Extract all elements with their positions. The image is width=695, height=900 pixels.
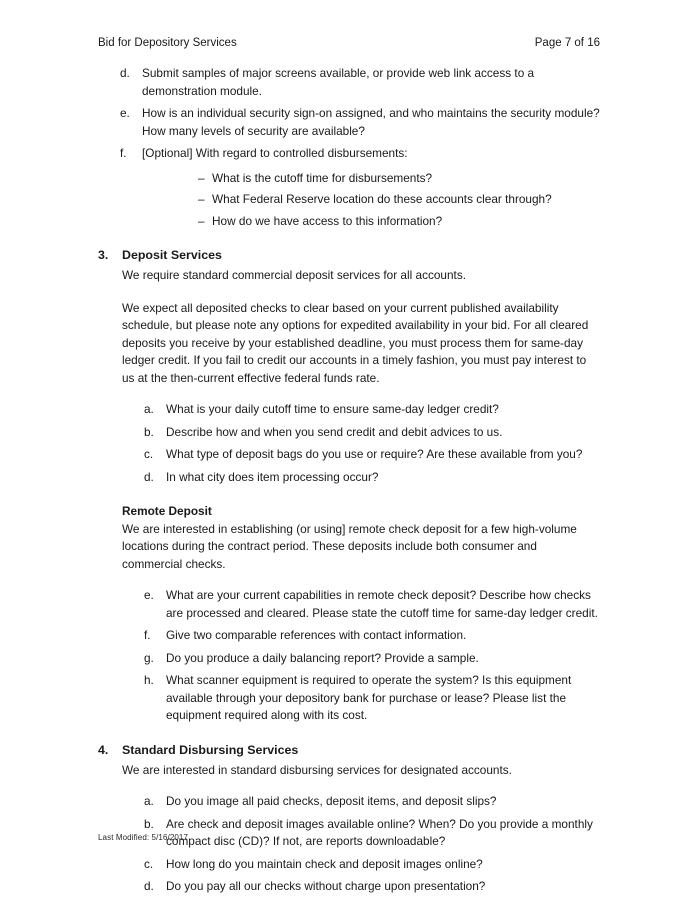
list-marker: f. (144, 628, 151, 642)
list-item (122, 627, 600, 645)
list-item (98, 145, 600, 230)
controlled-disbursement-sublist (142, 170, 600, 231)
list-item (122, 856, 600, 874)
list-item-text: [Optional] With regard to controlled disbursements: (142, 146, 408, 160)
sub-list-item-text: What is the cutoff time for disbursements? (212, 170, 433, 185)
list-item-text: How long do you maintain check and deposit images online? (166, 856, 483, 871)
spacer (122, 779, 600, 793)
spacer (98, 51, 600, 65)
continued-question-list (98, 65, 600, 230)
list-item-text: Submit samples of major screens available, or provide web link access to a demonstration module. (142, 66, 535, 98)
list-item (98, 65, 600, 100)
subsection-heading: Remote Deposit (122, 504, 212, 518)
list-item (122, 446, 600, 464)
list-item-text: What are your current capabilities in remote check deposit? Describe how checks are processed and cleared. Please state the cutoff time for same-day ledger credit. (166, 588, 598, 620)
page-number: Page 7 of 16 (534, 37, 600, 49)
section-body (122, 267, 600, 725)
list-item-text: Are check and deposit images available online? When? Do you provide a monthly compact disc (CD)? If not, are reports downloadable? (166, 816, 593, 848)
list-marker: d. (144, 879, 154, 893)
list-item (122, 424, 600, 442)
spacer (122, 573, 600, 587)
section-standard-disbursing-services (98, 742, 600, 896)
spacer (122, 387, 600, 401)
list-item-text: Do you pay all our checks without charge upon presentation? (166, 879, 486, 893)
list-item-text: What is your daily cutoff time to ensure same-day ledger credit? (166, 402, 499, 416)
list-item (122, 878, 600, 896)
list-marker: e. (120, 106, 130, 120)
list-marker: e. (144, 588, 154, 602)
section-heading (98, 247, 600, 264)
list-item-text: Do you image all paid checks, deposit items, and deposit slips? (166, 794, 497, 808)
spacer (122, 486, 600, 503)
dash-marker: – (198, 213, 205, 228)
list-item (98, 105, 600, 140)
page-footer: Last Modified: 5/16/2017 (98, 833, 189, 842)
subsection-paragraph: We are interested in establishing (or using] remote check deposit for a few high-volume locations during the contract period. These deposits include both consumer and commercial checks. (122, 521, 577, 571)
deposit-services-question-list (122, 401, 600, 486)
list-item (122, 469, 600, 487)
list-item-text: What type of deposit bags do you use or require? Are these available from you? (166, 447, 583, 461)
list-marker: c. (144, 447, 154, 461)
section-title: Standard Disbursing Services (122, 742, 299, 757)
list-marker: c. (144, 856, 154, 871)
list-marker: a. (144, 794, 154, 808)
section-number: 4. (98, 742, 109, 757)
sub-list-item (142, 191, 600, 209)
page-content (98, 36, 600, 896)
list-item-text: How is an individual security sign-on assigned, and who maintains the security module? How many levels of security are available? (142, 106, 600, 138)
section-body (122, 762, 600, 896)
list-item (122, 793, 600, 811)
sub-list-item (142, 170, 600, 188)
section-deposit-services (98, 247, 600, 725)
list-marker: b. (144, 424, 154, 439)
subsection-remote-deposit (122, 503, 600, 725)
dash-marker: – (198, 170, 205, 185)
section-paragraph: We expect all deposited checks to clear based on your current published availability schedule, but please note any options for expedited availability in your bid. For all cleared deposits you receive by your established deadline, you must process them for same-day ledger credit. If you fail to credit our accounts in a timely fashion, you must pay interest to us at the then-current effective federal funds rate. (122, 300, 589, 385)
document-title: Bid for Depository Services (98, 37, 237, 49)
remote-deposit-question-list (122, 587, 600, 725)
list-item (122, 672, 600, 725)
section-heading (98, 742, 600, 759)
sub-list-item (142, 213, 600, 231)
section-intro-paragraph: We are interested in standard disbursing services for designated accounts. (122, 762, 512, 777)
sub-list-item-text: What Federal Reserve location do these accounts clear through? (212, 192, 552, 206)
list-marker: d. (120, 66, 130, 80)
list-item-text: Describe how and when you send credit and debit advices to us. (166, 424, 503, 439)
list-marker: d. (144, 469, 154, 484)
list-item (122, 401, 600, 419)
section-title: Deposit Services (122, 248, 222, 262)
list-item-text: Give two comparable references with contact information. (166, 628, 467, 642)
list-item (122, 816, 600, 851)
disbursing-services-question-list (122, 793, 600, 896)
list-item-text: Do you produce a daily balancing report? Provide a sample. (166, 650, 479, 665)
dash-marker: – (198, 192, 205, 206)
list-marker: b. (144, 816, 154, 831)
page-running-header (98, 36, 600, 51)
sub-list-item-text: How do we have access to this information? (212, 213, 443, 228)
list-item-text: In what city does item processing occur? (166, 469, 379, 484)
list-marker: h. (144, 673, 154, 687)
list-marker: a. (144, 402, 154, 416)
list-marker: f. (120, 146, 127, 160)
list-marker: g. (144, 650, 154, 665)
section-intro-paragraph: We require standard commercial deposit services for all accounts. (122, 268, 467, 282)
list-item (122, 650, 600, 668)
section-number: 3. (98, 248, 109, 262)
list-item-text: What scanner equipment is required to operate the system? Is this equipment available through your depository bank for purchase or lease? Please list the equipment required along with its cost. (166, 673, 572, 722)
list-item (122, 587, 600, 622)
